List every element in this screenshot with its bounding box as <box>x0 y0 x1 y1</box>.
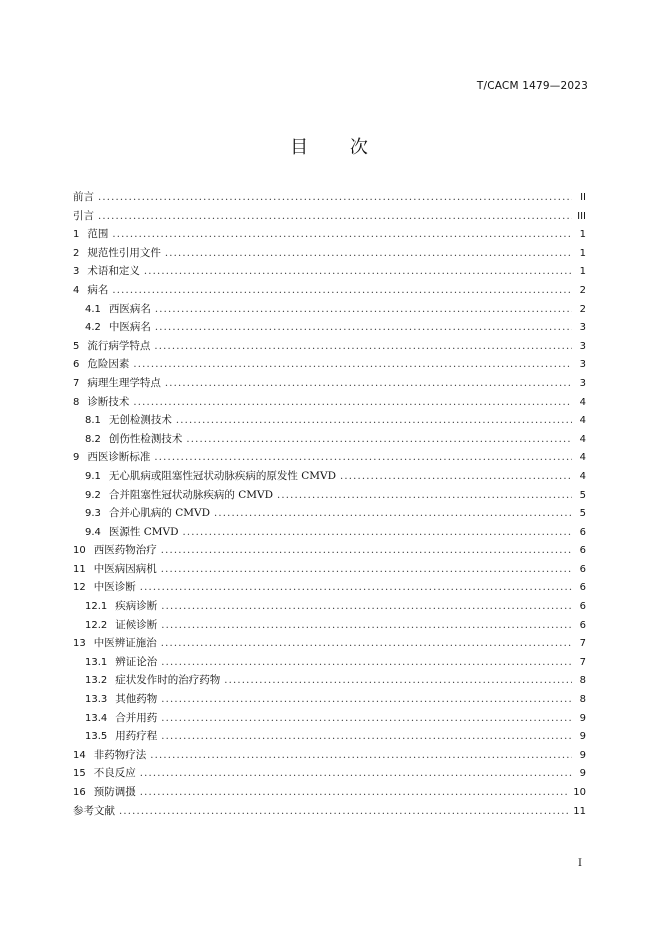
toc-entry-number: 9 <box>73 452 80 464</box>
toc-section-entry[interactable] <box>73 225 586 244</box>
toc-entry-title: 前言 <box>73 191 94 203</box>
toc-entry-number: 12 <box>73 582 86 594</box>
toc-entry-page: III <box>577 210 586 222</box>
toc-dot-leader <box>176 412 572 431</box>
toc-entry-page: 3 <box>579 377 586 389</box>
toc-subsection-entry[interactable] <box>73 709 586 728</box>
toc-entry-number: 9.1 <box>85 470 101 482</box>
toc-dot-leader <box>112 226 572 245</box>
toc-entry-page: 6 <box>579 545 586 557</box>
toc-dot-leader <box>224 672 572 691</box>
toc-dot-leader <box>214 505 572 524</box>
toc-section-entry[interactable] <box>73 634 586 653</box>
toc-subsection-entry[interactable] <box>73 467 586 486</box>
toc-entry-title: 症状发作时的治疗药物 <box>115 674 221 687</box>
toc-entry-number: 4 <box>73 284 80 296</box>
toc-subsection-entry[interactable] <box>73 616 586 635</box>
toc-entry-page: 9 <box>579 731 586 743</box>
toc-dot-leader <box>165 375 572 394</box>
toc-entry-title: 引言 <box>73 209 94 222</box>
toc-entry-number: 4.2 <box>85 322 101 334</box>
toc-entry-page: 3 <box>579 340 586 352</box>
toc-entry-page: 6 <box>579 563 586 575</box>
toc-entry-number: 2 <box>73 247 80 259</box>
toc-subsection-entry[interactable] <box>73 671 586 690</box>
toc-entry-number: 8.2 <box>85 433 101 445</box>
toc-entry-number: 16 <box>73 787 86 798</box>
toc-dot-leader <box>161 598 572 617</box>
toc-entry-number: 9.2 <box>85 489 101 501</box>
toc-entry-page: 8 <box>579 675 586 687</box>
toc-dot-leader <box>154 449 572 468</box>
toc-subsection-entry[interactable] <box>73 727 586 746</box>
toc-section-entry[interactable] <box>73 393 586 412</box>
toc-dot-leader <box>165 245 572 264</box>
toc-entry-title: 参考文献 <box>73 804 115 817</box>
toc-entry-page: 9 <box>579 749 586 761</box>
toc-dot-leader <box>161 691 572 710</box>
toc-section-entry[interactable] <box>73 802 586 821</box>
toc-dot-leader <box>155 319 572 338</box>
toc-entry-title: 规范性引用文件 <box>87 246 161 259</box>
toc-entry-title: 诊断技术 <box>87 395 130 408</box>
page-title: 目 次 <box>290 137 386 158</box>
toc-entry-number: 13.3 <box>85 694 108 706</box>
toc-entry-number: 13.1 <box>85 656 108 668</box>
toc-dot-leader <box>161 728 572 747</box>
toc-dot-leader <box>112 282 572 301</box>
toc-dot-leader <box>140 784 570 803</box>
toc-entry-title: 病名 <box>87 283 109 296</box>
page-number: I <box>578 858 582 869</box>
toc-dot-leader <box>161 635 572 654</box>
toc-entry-page: 1 <box>579 247 586 259</box>
toc-section-entry[interactable] <box>73 244 586 263</box>
toc-entry-number: 5 <box>73 340 80 352</box>
toc-entry-number: 13 <box>73 638 86 650</box>
toc-entry-number: 7 <box>73 377 80 389</box>
toc-dot-leader <box>133 356 572 375</box>
toc-entry-title: 中医诊断 <box>93 581 136 594</box>
toc-dot-leader <box>98 208 572 227</box>
toc-dot-leader <box>161 617 572 636</box>
toc-subsection-entry[interactable] <box>73 653 586 672</box>
toc-section-entry[interactable] <box>73 374 586 393</box>
toc-section-entry[interactable] <box>73 746 586 765</box>
toc-entry-title: 合并心肌病的 CMVD <box>108 507 211 520</box>
toc-section-entry[interactable] <box>73 783 586 802</box>
toc-entry-page: 6 <box>579 526 586 538</box>
toc-entry-title: 西医病名 <box>108 302 151 315</box>
toc-section-entry[interactable] <box>73 541 586 560</box>
toc-dot-leader <box>140 579 572 598</box>
toc-section-entry[interactable] <box>73 560 586 579</box>
toc-subsection-entry[interactable] <box>73 690 586 709</box>
toc-entry-title: 医源性 CMVD <box>108 525 179 538</box>
toc-entry-page: 4 <box>579 433 586 445</box>
toc-entry-title: 不良反应 <box>93 767 136 780</box>
toc-entry-page: 4 <box>579 452 586 464</box>
toc-entry-page: 2 <box>579 303 586 315</box>
toc-entry-number: 8.1 <box>85 415 101 427</box>
toc-entry-title: 西医诊断标准 <box>87 451 151 464</box>
toc-entry-number: 13.5 <box>85 731 108 743</box>
toc-entry-number: 13.4 <box>85 712 108 724</box>
toc-dot-leader <box>183 524 572 543</box>
toc-entry-page: 7 <box>579 638 586 650</box>
toc-entry-number: 11 <box>73 563 86 575</box>
toc-section-entry[interactable] <box>73 448 586 467</box>
standard-code: T/CACM 1479—2023 <box>476 80 588 92</box>
toc-entry-number: 12.2 <box>85 619 108 631</box>
toc-subsection-entry[interactable] <box>73 300 586 319</box>
toc-entry-page: 7 <box>579 656 586 668</box>
toc-entry-title: 范围 <box>87 228 109 241</box>
toc-section-entry[interactable] <box>73 281 586 300</box>
toc-entry-page: 6 <box>579 601 586 613</box>
toc-entry-title: 术语和定义 <box>87 265 140 278</box>
toc-subsection-entry[interactable] <box>73 597 586 616</box>
toc-entry-number: 4.1 <box>85 303 101 315</box>
toc-entry-title: 创伤性检测技术 <box>108 432 183 445</box>
toc-dot-leader <box>154 338 572 357</box>
toc-section-entry[interactable] <box>73 578 586 597</box>
toc-dot-leader <box>119 803 569 822</box>
toc-entry-title: 流行病学特点 <box>87 339 151 352</box>
toc-entry-title: 用药疗程 <box>115 730 158 743</box>
toc-entry-title: 辨证论治 <box>115 655 158 668</box>
toc-entry-title: 无心肌病或阻塞性冠状动脉疾病的原发性 CMVD <box>108 469 337 482</box>
toc-subsection-entry[interactable] <box>73 318 586 337</box>
toc-entry-number: 1 <box>73 229 80 241</box>
toc-entry-number: 9.4 <box>85 526 101 538</box>
toc-entry-page: 9 <box>579 712 586 724</box>
toc-entry-title: 中医病因病机 <box>93 562 157 575</box>
toc-entry-number: 14 <box>73 749 86 761</box>
toc-entry-page: II <box>580 192 586 203</box>
toc-entry-number: 15 <box>73 768 86 780</box>
toc-dot-leader <box>161 710 572 729</box>
toc-entry-page: 10 <box>573 787 586 798</box>
toc-subsection-entry[interactable] <box>73 411 586 430</box>
toc-section-entry[interactable] <box>73 262 586 281</box>
toc-entry-number: 12.1 <box>85 601 108 613</box>
toc-dot-leader <box>140 765 572 784</box>
toc-section-entry[interactable] <box>73 207 586 226</box>
toc-entry-number: 9.3 <box>85 508 101 520</box>
toc-entry-number: 13.2 <box>85 675 108 687</box>
toc-entry-number: 6 <box>73 359 80 371</box>
toc-subsection-entry[interactable] <box>73 486 586 505</box>
toc-entry-title: 预防调摄 <box>93 786 136 798</box>
toc-entry-title: 合并用药 <box>115 711 158 724</box>
toc-entry-number: 3 <box>73 266 80 278</box>
toc-entry-page: 11 <box>573 805 586 817</box>
toc-section-entry[interactable] <box>73 764 586 783</box>
table-of-contents <box>73 188 586 820</box>
toc-dot-leader <box>161 542 572 561</box>
toc-section-entry[interactable] <box>73 337 586 356</box>
toc-subsection-entry[interactable] <box>73 504 586 523</box>
toc-dot-leader <box>161 654 572 673</box>
toc-entry-page: 1 <box>579 266 586 278</box>
toc-entry-title: 无创检测技术 <box>108 414 172 427</box>
toc-section-entry[interactable] <box>73 355 586 374</box>
toc-entry-title: 危险因素 <box>87 358 130 371</box>
toc-entry-page: 4 <box>579 396 586 408</box>
toc-dot-leader <box>144 263 572 282</box>
toc-subsection-entry[interactable] <box>73 430 586 449</box>
toc-entry-page: 6 <box>579 619 586 631</box>
toc-dot-leader <box>340 468 572 487</box>
toc-dot-leader <box>277 487 572 506</box>
toc-entry-title: 病理生理学特点 <box>87 376 161 389</box>
toc-entry-page: 3 <box>579 322 586 334</box>
toc-entry-page: 1 <box>579 229 586 241</box>
toc-section-entry[interactable] <box>73 188 586 207</box>
toc-entry-title: 合并阻塞性冠状动脉疾病的 CMVD <box>108 488 274 501</box>
toc-entry-number: 10 <box>73 545 86 557</box>
toc-subsection-entry[interactable] <box>73 523 586 542</box>
toc-dot-leader <box>98 189 572 208</box>
toc-entry-title: 证候诊断 <box>115 618 158 631</box>
toc-entry-page: 8 <box>579 694 586 706</box>
toc-dot-leader <box>155 301 572 320</box>
toc-dot-leader <box>133 394 572 413</box>
toc-entry-title: 非药物疗法 <box>93 748 147 761</box>
toc-entry-page: 2 <box>579 284 586 296</box>
toc-dot-leader <box>161 561 572 580</box>
toc-entry-page: 6 <box>579 582 586 594</box>
toc-entry-title: 中医辨证施治 <box>93 637 157 650</box>
toc-entry-page: 4 <box>579 415 586 427</box>
toc-entry-title: 其他药物 <box>115 693 158 706</box>
toc-entry-page: 5 <box>579 489 586 501</box>
toc-entry-title: 西医药物治疗 <box>93 544 157 557</box>
toc-entry-page: 9 <box>579 768 586 780</box>
toc-entry-page: 3 <box>579 359 586 371</box>
toc-entry-number: 8 <box>73 396 80 408</box>
toc-dot-leader <box>186 431 572 450</box>
toc-entry-title: 中医病名 <box>108 321 151 334</box>
toc-entry-title: 疾病诊断 <box>115 600 158 613</box>
toc-dot-leader <box>150 747 572 766</box>
toc-entry-page: 5 <box>579 508 586 520</box>
toc-entry-page: 4 <box>579 470 586 482</box>
header-divider <box>72 99 590 100</box>
